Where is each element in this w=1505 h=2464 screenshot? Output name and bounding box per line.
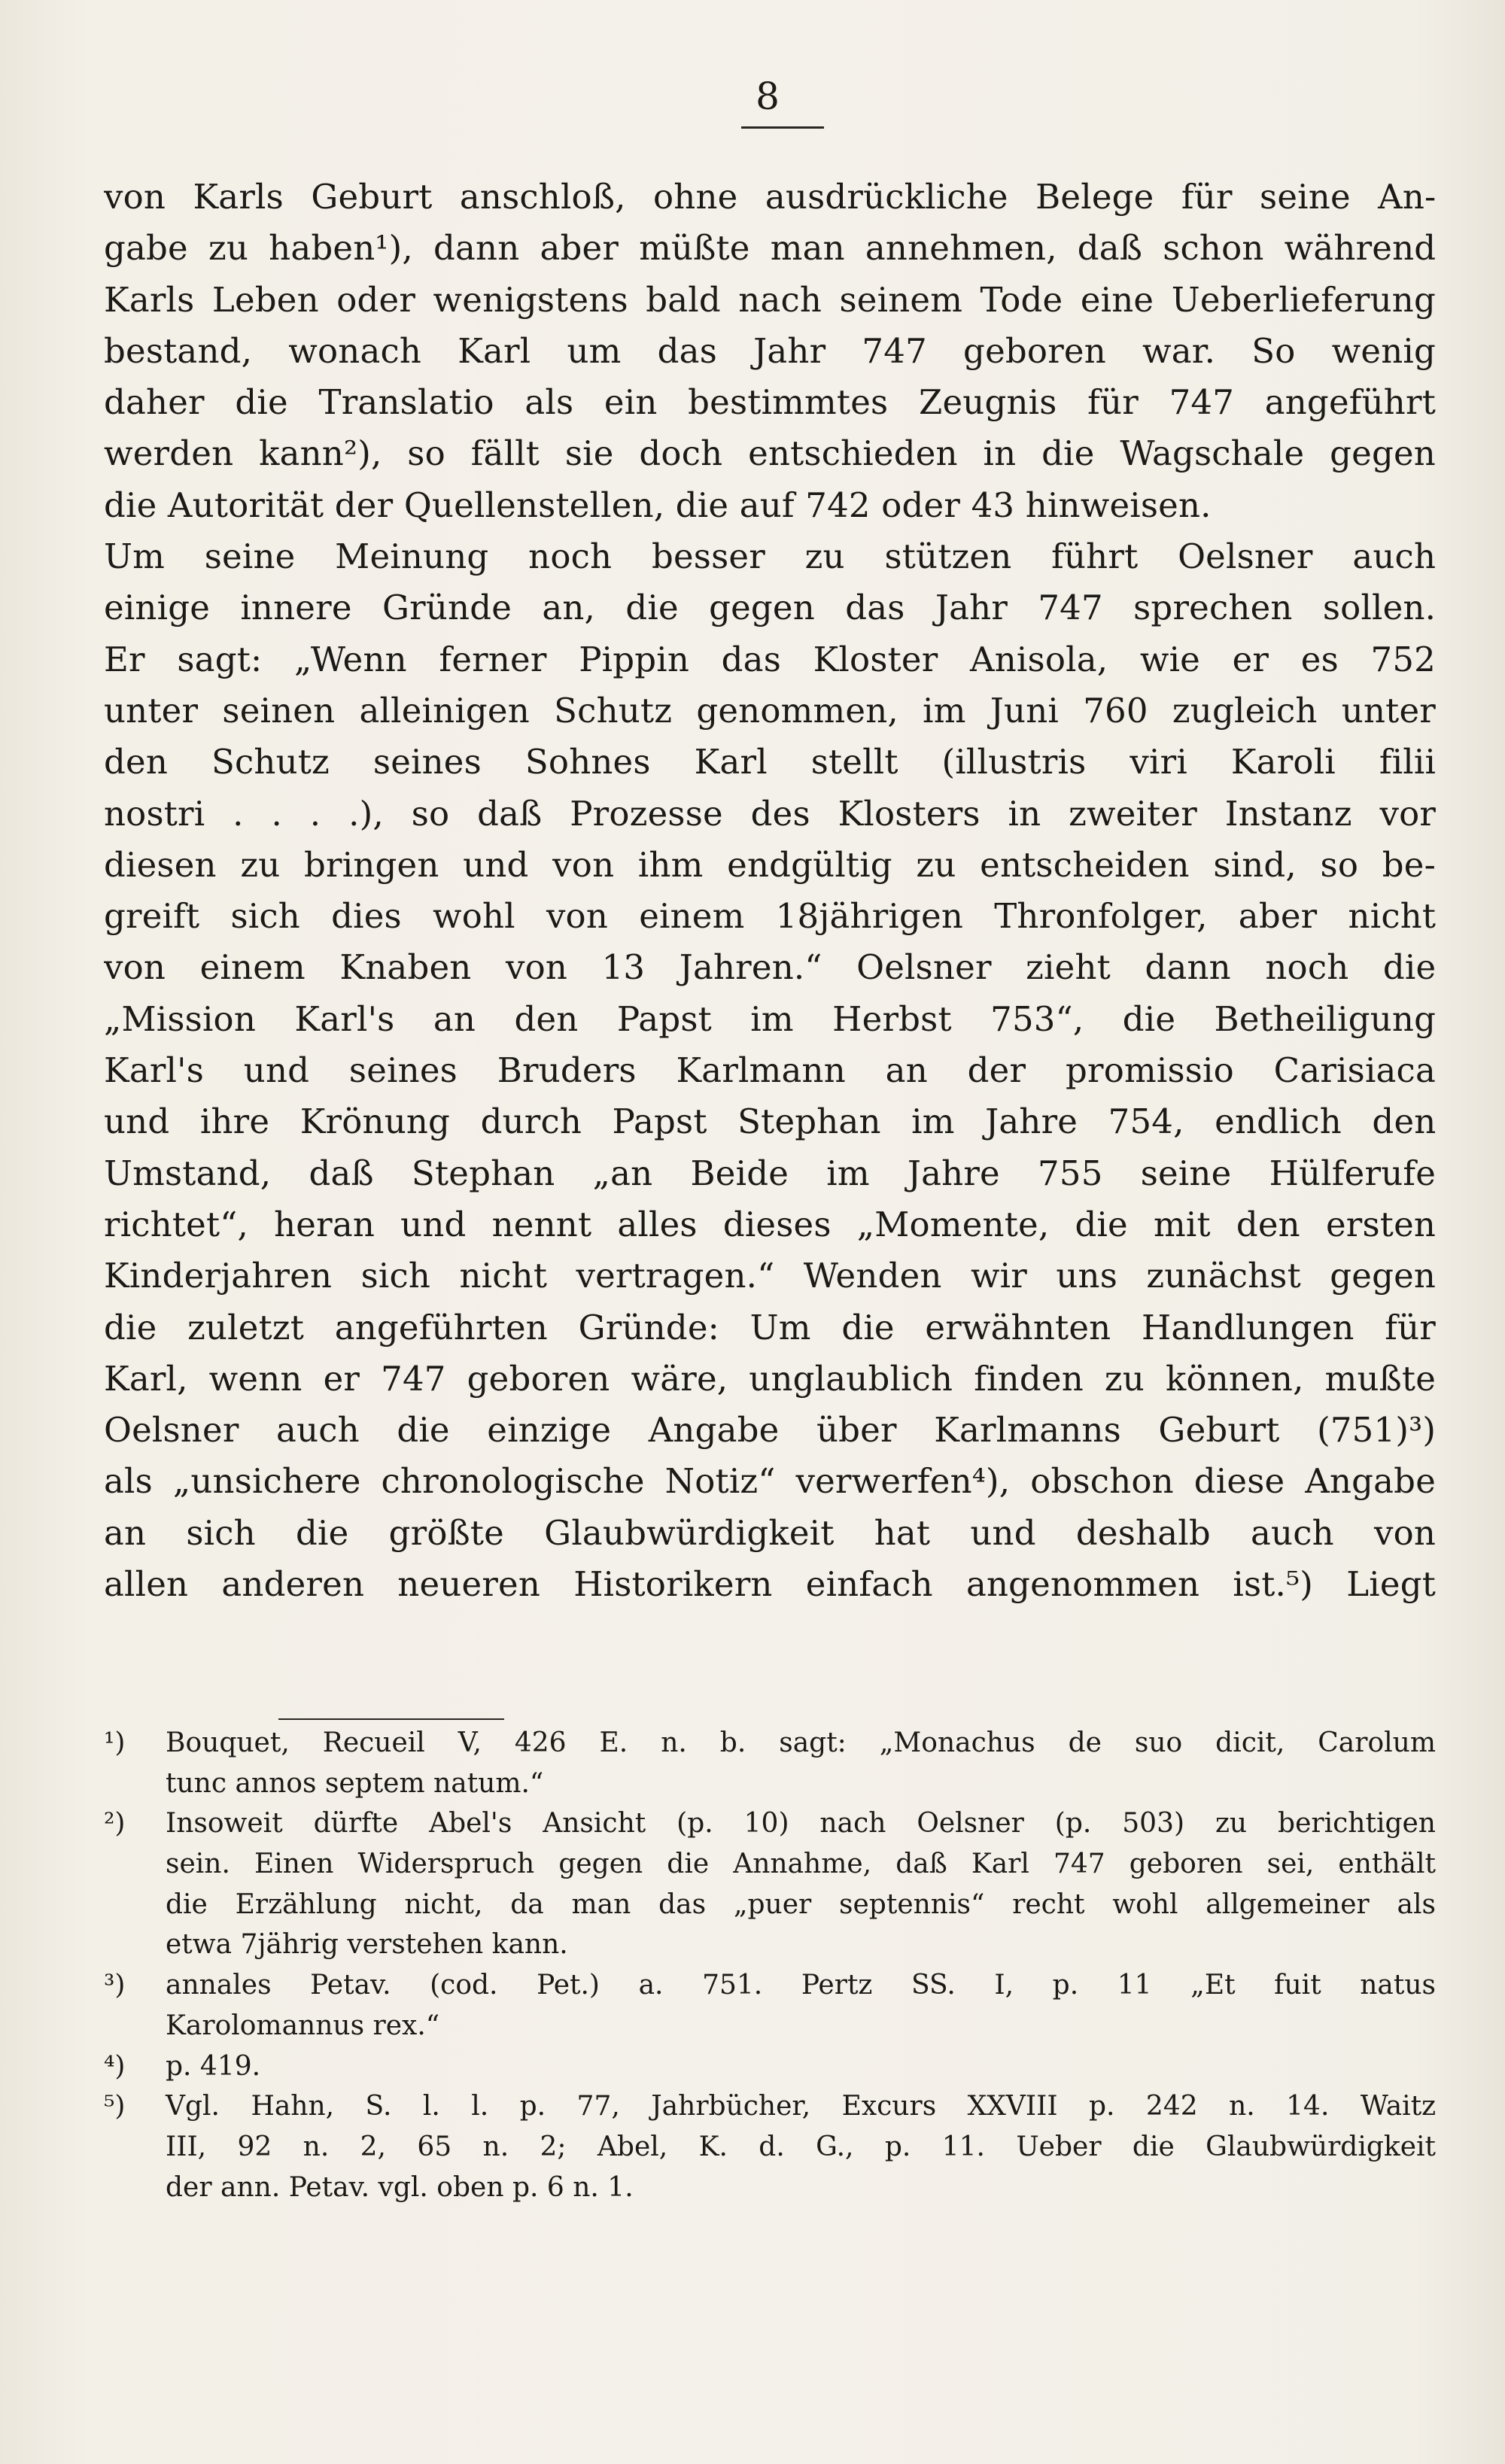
body-line: greift sich dies wohl von einem 18jährigen Thronfolger, aber nicht bbox=[104, 896, 1436, 937]
footnote-3 bbox=[104, 1965, 1436, 2006]
body-line: Er sagt: „Wenn ferner Pippin das Kloster Anisola, wie er es 752 bbox=[104, 639, 1436, 679]
body-line: an sich die größte Glaubwürdigkeit hat und deshalb auch von bbox=[104, 1512, 1436, 1553]
footnote-text: Vgl. Hahn, S. l. l. p. 77, Jahrbücher, Excurs XXVIII p. 242 n. 14. Waitz bbox=[166, 2091, 1436, 2122]
body-line: als „unsichere chronologische Notiz“ verwerfen⁴), obschon diese Angabe bbox=[104, 1461, 1436, 1502]
footnote-5-cont: der ann. Petav. vgl. oben p. 6 n. 1. bbox=[166, 2171, 634, 2203]
footnote-rule bbox=[278, 1718, 504, 1720]
body-line: Karls Leben oder wenigstens bald nach seinem Tode eine Ueberlieferung bbox=[104, 279, 1436, 320]
footnote-text: Bouquet, Recueil V, 426 E. n. b. sagt: „Monachus de suo dicit, Carolum bbox=[166, 1727, 1436, 1758]
body-line: die Autorität der Quellenstellen, die auf 742 oder 43 hinweisen. bbox=[104, 485, 1212, 525]
footnote-1-cont: tunc annos septem natum.“ bbox=[166, 1767, 544, 1799]
footnote-marker: ²) bbox=[104, 1808, 126, 1840]
body-line: gabe zu haben¹), dann aber müßte man annehmen, daß schon während bbox=[104, 228, 1436, 269]
body-line: bestand, wonach Karl um das Jahr 747 geboren war. So wenig bbox=[104, 330, 1436, 371]
footnote-text: Insoweit dürfte Abel's Ansicht (p. 10) nach Oelsner (p. 503) zu berichtigen bbox=[166, 1808, 1436, 1840]
footnote-marker: ⁵) bbox=[104, 2091, 126, 2122]
body-line: unter seinen alleinigen Schutz genommen, im Juni 760 zugleich unter bbox=[104, 690, 1436, 731]
body-line: den Schutz seines Sohnes Karl stellt (illustris viri Karoli filii bbox=[104, 742, 1436, 782]
body-line: Kinderjahren sich nicht vertragen.“ Wenden wir uns zunächst gegen bbox=[104, 1256, 1436, 1296]
body-line: richtet“, heran und nennt alles dieses „Momente, die mit den ersten bbox=[104, 1204, 1436, 1244]
body-line: Oelsner auch die einzige Angabe über Karlmanns Geburt (751)³) bbox=[104, 1410, 1436, 1451]
footnote-text: annales Petav. (cod. Pet.) a. 751. Pertz SS. I, p. 11 „Et fuit natus bbox=[166, 1970, 1436, 2001]
footnote-2-cont: die Erzählung nicht, da man das „puer septennis“ recht wohl allgemeiner als bbox=[166, 1888, 1436, 1920]
body-line: Um seine Meinung noch besser zu stützen führt Oelsner auch bbox=[104, 536, 1436, 577]
footnote-text: p. 419. bbox=[166, 2050, 261, 2082]
body-line: werden kann²), so fällt sie doch entschieden in die Wagschale gegen bbox=[104, 433, 1436, 474]
footnote-2-cont: etwa 7jährig verstehen kann. bbox=[166, 1929, 568, 1961]
footnote-3-cont: Karolomannus rex.“ bbox=[166, 2010, 440, 2041]
footnote-2 bbox=[104, 1803, 1436, 1844]
footnote-marker: ⁴) bbox=[104, 2050, 126, 2082]
body-line: und ihre Krönung durch Papst Stephan im Jahre 754, endlich den bbox=[104, 1101, 1436, 1142]
footnotes bbox=[104, 1723, 1436, 2207]
body-line: allen anderen neueren Historikern einfach angenommen ist.⁵) Liegt bbox=[104, 1564, 1436, 1605]
footnote-5-cont: III, 92 n. 2, 65 n. 2; Abel, K. d. G., p. 11. Ueber die Glaubwürdigkeit bbox=[166, 2131, 1436, 2162]
footnote-2-cont: sein. Einen Widerspruch gegen die Annahme, daß Karl 747 geboren sei, enthält bbox=[166, 1849, 1436, 1880]
body-line: nostri . . . .), so daß Prozesse des Klosters in zweiter Instanz vor bbox=[104, 793, 1436, 834]
body-line: von Karls Geburt anschloß, ohne ausdrückliche Belege für seine An- bbox=[104, 177, 1436, 217]
body-text bbox=[104, 172, 1436, 1610]
footnote-marker: ¹) bbox=[104, 1727, 126, 1758]
footnote-4 bbox=[104, 2046, 1436, 2087]
body-line: einige innere Gründe an, die gegen das Jahr 747 sprechen sollen. bbox=[104, 588, 1436, 628]
page-number: 8 bbox=[756, 74, 780, 118]
footnote-1 bbox=[104, 1723, 1436, 1764]
body-line: Karl, wenn er 747 geboren wäre, unglaublich finden zu können, mußte bbox=[104, 1358, 1436, 1399]
page-number-rule bbox=[741, 126, 824, 129]
footnote-5 bbox=[104, 2086, 1436, 2127]
body-line: daher die Translatio als ein bestimmtes Zeugnis für 747 angeführt bbox=[104, 382, 1436, 423]
body-line: die zuletzt angeführten Gründe: Um die erwähnten Handlungen für bbox=[104, 1307, 1436, 1347]
body-line: Umstand, daß Stephan „an Beide im Jahre 755 seine Hülferufe bbox=[104, 1153, 1436, 1193]
body-line: „Mission Karl's an den Papst im Herbst 753“, die Betheiligung bbox=[104, 998, 1436, 1039]
body-line: von einem Knaben von 13 Jahren.“ Oelsner zieht dann noch die bbox=[104, 947, 1436, 988]
body-line: diesen zu bringen und von ihm endgültig zu entscheiden sind, so be- bbox=[104, 844, 1436, 885]
footnote-marker: ³) bbox=[104, 1970, 126, 2001]
body-line: Karl's und seines Bruders Karlmann an der promissio Carisiaca bbox=[104, 1050, 1436, 1091]
